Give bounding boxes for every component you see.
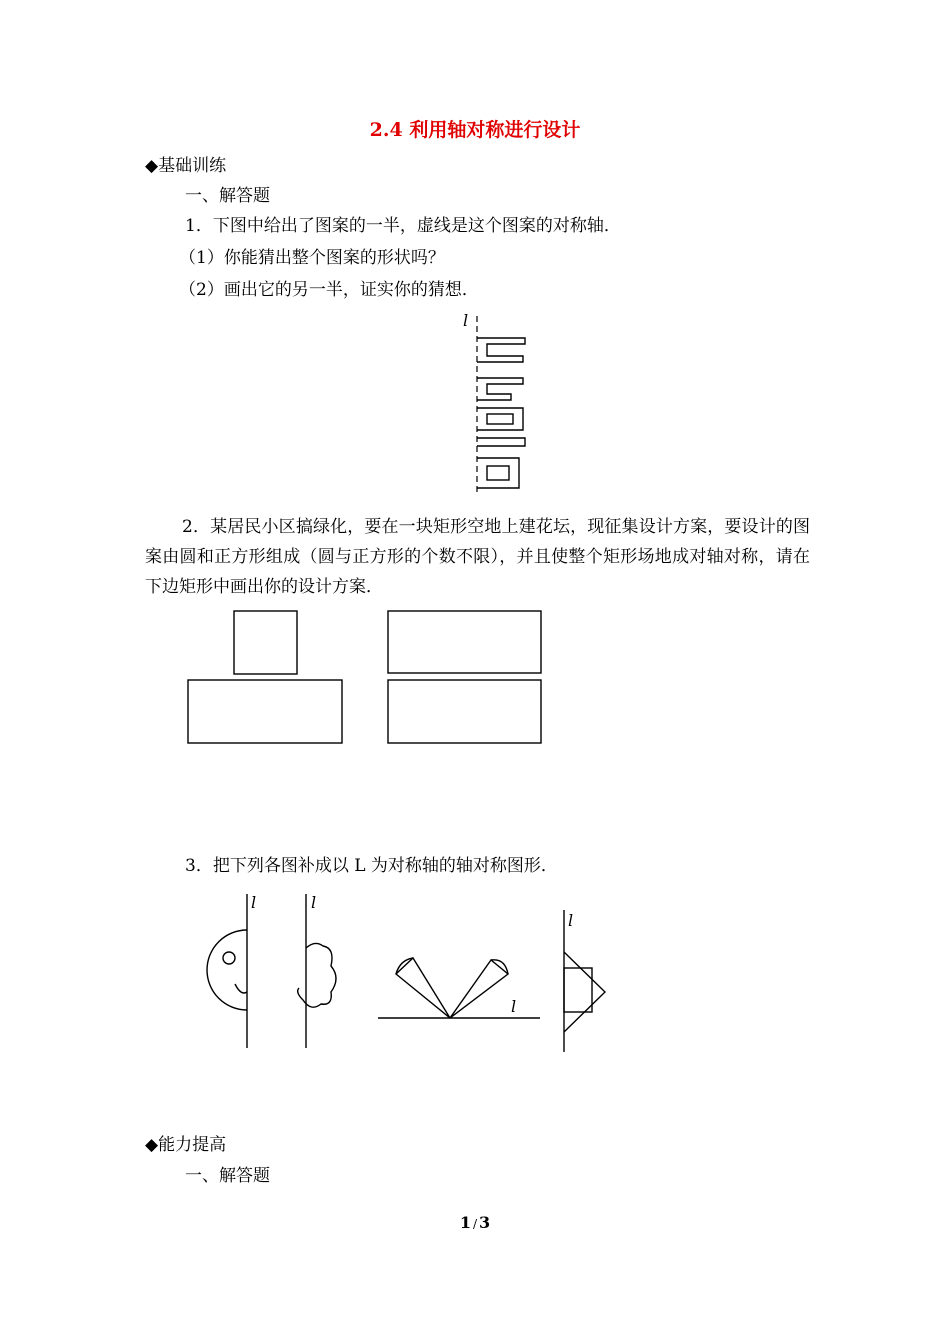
axis-label-l-face: l	[251, 893, 257, 912]
half-cloud-figure	[298, 894, 336, 1048]
axis-label-l-fans: l	[511, 997, 517, 1016]
square-shape	[234, 611, 297, 674]
page-title: 2.4 利用轴对称进行设计	[369, 119, 581, 141]
page-number-current: 1	[459, 1213, 471, 1232]
question-1-part-2: （2）画出它的另一半，证实你的猜想．	[179, 280, 479, 300]
page-number	[0, 1213, 950, 1232]
rectangle-right-bottom	[388, 680, 541, 743]
symmetry-completion-figures	[195, 888, 615, 1058]
subheading-answer-questions: 一、解答题	[185, 186, 270, 206]
section-heading-basic: ◆基础训练	[145, 156, 227, 176]
rectangle-left	[188, 680, 342, 743]
half-pattern-shape	[477, 338, 525, 488]
axis-label-l-cloud: l	[311, 893, 317, 912]
question-1-stem: 1．下图中给出了图案的一半，虚线是这个图案的对称轴．	[185, 216, 621, 236]
question-3-text: 3．把下列各图补成以 L 为对称轴的轴对称图形．	[185, 856, 558, 876]
page-number-total: 3	[479, 1213, 491, 1232]
page-number-separator: /	[472, 1217, 478, 1231]
flowerbed-rectangles-figure	[180, 604, 550, 749]
section-heading-advanced: ◆能力提高	[145, 1135, 227, 1155]
axis-label-l-square: l	[568, 911, 574, 930]
axis-label-l: l	[463, 311, 469, 330]
half-face-figure	[207, 894, 247, 1048]
question-1-part-1: （1）你能猜出整个图案的形状吗？	[179, 248, 445, 268]
half-pattern-figure	[455, 308, 545, 500]
half-square-triangle-figure	[564, 910, 605, 1052]
rectangle-right-top	[388, 611, 541, 673]
subheading-answer-questions-2: 一、解答题	[185, 1166, 270, 1186]
question-2-text: 2．某居民小区搞绿化，要在一块矩形空地上建花坛，现征集设计方案，要设计的图案由圆和正方形组成（圆与正方形的个数不限），并且使整个矩形场地成对轴对称，请在下边矩形中画出你的设计方案．	[145, 517, 810, 597]
